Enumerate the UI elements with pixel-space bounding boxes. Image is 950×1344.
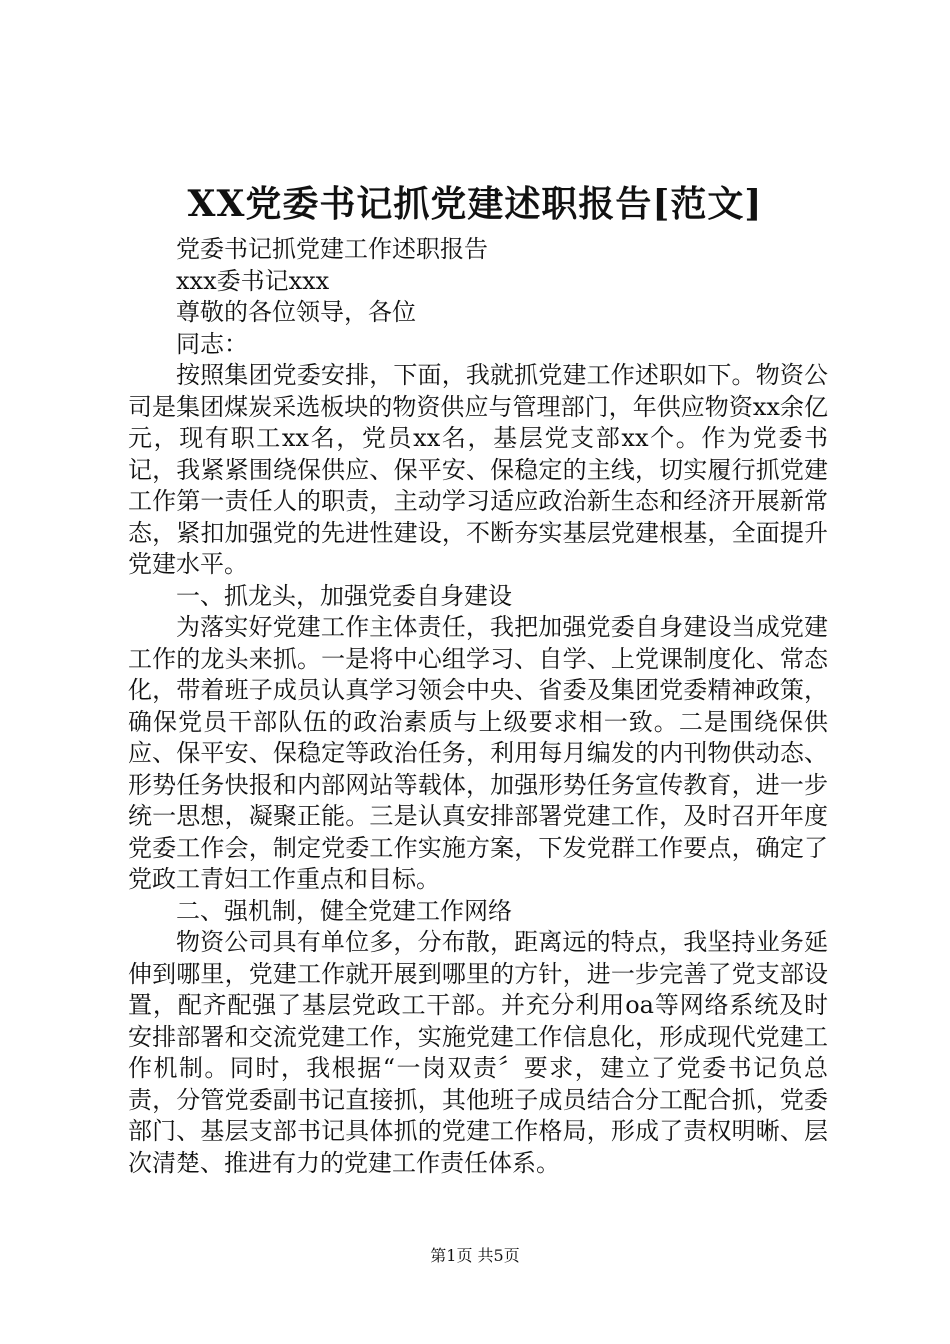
salutation-line-continued: 同志： — [176, 329, 248, 358]
section-paragraph-1: 为落实好党建工作主体责任，我把加强党委自身建设当成党建工作的龙头来抓。一是将中心组学习、自学、上党课制度化、常态化，带着班子成员认真学习领会中央、省委及集团党委精神政策，确保党员干部队伍的政治素质与上级要求相一致。二是围绕保供应、保平安、保稳定等政治任务，利用每月编发的内刊物供动态、形势任务快报和内部网站等载体，加强形势任务宣传教育，进一步统一思想，凝聚正能。三是认真安排部署党建工作，及时召开年度党委工作会，制定党委工作实施方案，下发党群工作要点，确定了党政工青妇工作重点和目标。 — [128, 613, 828, 893]
document-title: XX党委书记抓党建述职报告[范文] — [187, 183, 763, 225]
section-heading-1: 一、抓龙头，加强党委自身建设 — [176, 581, 512, 610]
section-paragraph-2: 物资公司具有单位多，分布散，距离远的特点，我坚持业务延伸到哪里，党建工作就开展到哪里的方针，进一步完善了党支部设置，配齐配强了基层党政工干部。并充分利用oa等网络系统及时安排部署和交流党建工作，实施党建工作信息化，形成现代党建工作机制。同时，我根据“一岗双责〞要求，建立了党委书记负总责，分管党委副书记直接抓，其他班子成员结合分工配合抓，党委部门、基层支部书记具体抓的党建工作格局，形成了责权明晰、层次清楚、推进有力的党建工作责任体系。 — [128, 928, 828, 1177]
section-heading-2: 二、强机制，健全党建工作网络 — [176, 896, 512, 925]
page-number-footer: 第1页 共5页 — [430, 1246, 520, 1265]
intro-paragraph: 按照集团党委安排，下面，我就抓党建工作述职如下。物资公司是集团煤炭采选板块的物资供应与管理部门，年供应物资xx余亿元，现有职工xx名，党员xx名，基层党支部xx个。作为党委书记，我紧紧围绕保供应、保平安、保稳定的主线，切实履行抓党建工作第一责任人的职责，主动学习适应政治新生态和经济开展新常态，紧扣加强党的先进性建设，不断夯实基层党建根基，全面提升党建水平。 — [128, 361, 828, 578]
author-line: xxx委书记xxx — [176, 266, 330, 295]
document-body — [128, 234, 828, 1179]
subtitle-paragraph: 党委书记抓党建工作述职报告 — [176, 235, 488, 263]
salutation-line: 尊敬的各位领导，各位 — [176, 298, 416, 326]
